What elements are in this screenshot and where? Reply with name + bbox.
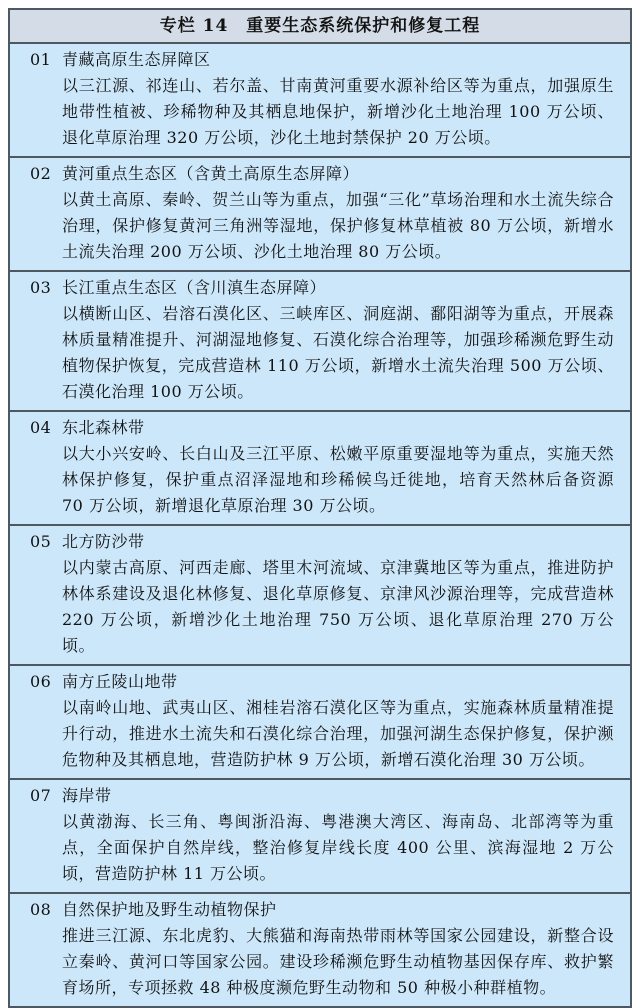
section-body: 以南岭山地、武夷山区、湘桂岩溶石漠化区等为重点，实施森林质量精准提升行动，推进水土流失和石漠化综合治理，加强河湖生态保护修复，保护濒危物种及其栖息地，营造防护林 9 万公顷，新增石漠化治理 30 万公顷。 bbox=[62, 698, 614, 769]
section-head bbox=[30, 161, 614, 187]
section-number: 07 bbox=[30, 786, 52, 805]
section-title: 海岸带 bbox=[62, 786, 112, 805]
section-number: 08 bbox=[30, 900, 52, 919]
section-title: 北方防沙带 bbox=[62, 532, 145, 551]
section-title: 东北森林带 bbox=[62, 418, 145, 437]
section-title: 长江重点生态区（含川滇生态屏障） bbox=[62, 278, 327, 297]
section-row bbox=[10, 892, 630, 1006]
section-head bbox=[30, 669, 614, 695]
section-row bbox=[10, 42, 630, 156]
section-row bbox=[10, 778, 630, 892]
section-title: 黄河重点生态区（含黄土高原生态屏障） bbox=[62, 164, 360, 183]
feature-box-panel bbox=[8, 8, 632, 1008]
section-body: 推进三江源、东北虎豹、大熊猫和海南热带雨林等国家公园建设，新整合设立秦岭、黄河口等国家公园。建设珍稀濒危野生动植物基因保存库、救护繁育场所，专项拯救 48 种极度濒危野生动物和 50 种极小种群植物。 bbox=[62, 926, 614, 997]
section-number: 06 bbox=[30, 672, 52, 691]
panel-title: 专栏 14 重要生态系统保护和修复工程 bbox=[10, 10, 630, 42]
section-body: 以大小兴安岭、长白山及三江平原、松嫩平原重要湿地等为重点，实施天然林保护修复，保护重点沼泽湿地和珍稀候鸟迁徙地，培育天然林后备资源 70 万公顷，新增退化草原治理 30 万公顷。 bbox=[62, 444, 614, 515]
section-body: 以横断山区、岩溶石漠化区、三峡库区、洞庭湖、鄱阳湖等为重点，开展森林质量精准提升、河湖湿地修复、石漠化综合治理等，加强珍稀濒危野生动植物保护恢复，完成营造林 110 万公顷，新增水土流失治理 500 万公顷、石漠化治理 100 万公顷。 bbox=[62, 304, 614, 401]
section-body: 以三江源、祁连山、若尔盖、甘南黄河重要水源补给区等为重点，加强原生地带性植被、珍稀物种及其栖息地保护，新增沙化土地治理 100 万公顷、退化草原治理 320 万公顷，沙化土地封禁保护 20 万公顷。 bbox=[62, 76, 614, 147]
section-row bbox=[10, 664, 630, 778]
section-head bbox=[30, 529, 614, 555]
section-head bbox=[30, 897, 614, 923]
section-body: 以黄土高原、秦岭、贺兰山等为重点，加强“三化”草场治理和水土流失综合治理，保护修复黄河三角洲等湿地，保护修复林草植被 80 万公顷，新增水土流失治理 200 万公顷、沙化土地治理 80 万公顷。 bbox=[62, 190, 614, 261]
section-number: 03 bbox=[30, 278, 52, 297]
section-head bbox=[30, 275, 614, 301]
section-number: 02 bbox=[30, 164, 52, 183]
section-row bbox=[10, 270, 630, 410]
section-title: 自然保护地及野生动植物保护 bbox=[62, 900, 277, 919]
section-row bbox=[10, 524, 630, 664]
section-head bbox=[30, 47, 614, 73]
section-row bbox=[10, 156, 630, 270]
section-number: 04 bbox=[30, 418, 52, 437]
section-head bbox=[30, 415, 614, 441]
section-title: 南方丘陵山地带 bbox=[62, 672, 178, 691]
section-title: 青藏高原生态屏障区 bbox=[62, 50, 211, 69]
section-row bbox=[10, 410, 630, 524]
section-body: 以内蒙古高原、河西走廊、塔里木河流域、京津冀地区等为重点，推进防护林体系建设及退化林修复、退化草原修复、京津风沙源治理等，完成营造林 220 万公顷，新增沙化土地治理 750 万公顷、退化草原治理 270 万公顷。 bbox=[62, 558, 614, 655]
section-head bbox=[30, 783, 614, 809]
section-number: 01 bbox=[30, 50, 52, 69]
section-body: 以黄渤海、长三角、粤闽浙沿海、粤港澳大湾区、海南岛、北部湾等为重点，全面保护自然岸线，整治修复岸线长度 400 公里、滨海湿地 2 万公顷，营造防护林 11 万公顷。 bbox=[62, 812, 614, 883]
section-number: 05 bbox=[30, 532, 52, 551]
